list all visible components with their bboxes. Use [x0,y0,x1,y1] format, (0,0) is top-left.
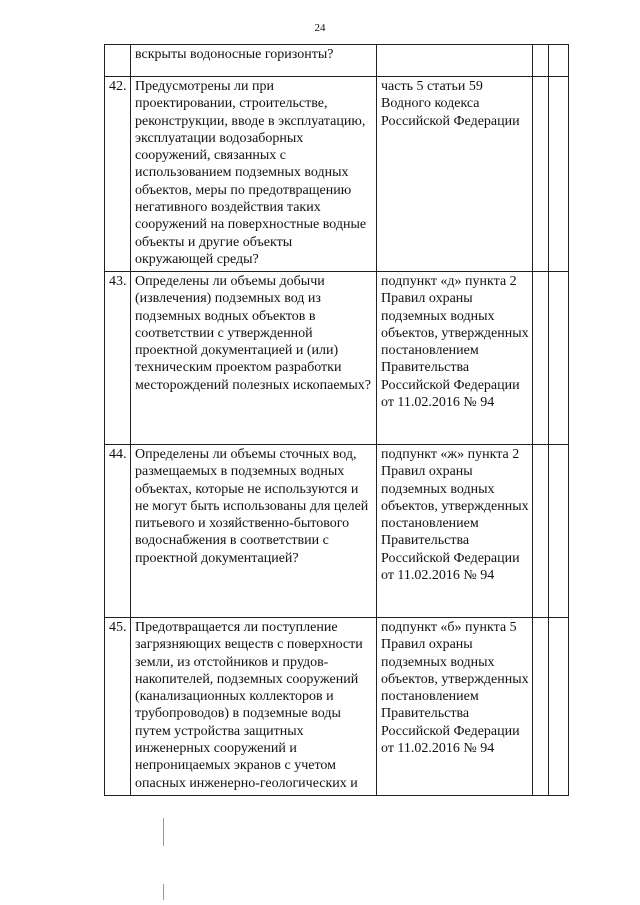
row-question: Определены ли объемы сточных вод, размещаемых в подземных водных объектах, которые не используются и не могут быть использованы для целей питьевого и хозяйственно-бытового водоснабжения в соответствии с проектной документацией? [131,445,377,618]
scan-artifact-line-lower [163,884,164,900]
page-number: 24 [314,22,326,34]
answer-cell-no [549,272,569,445]
table-row [105,77,569,272]
table-row [105,272,569,445]
row-number: 43. [105,272,131,445]
answer-cell-no [549,618,569,796]
row-reference [377,45,533,77]
table-row [105,45,569,77]
answer-cell-yes [533,445,549,618]
answer-cell-yes [533,272,549,445]
scan-artifact-line-upper [163,818,164,846]
answer-cell-yes [533,618,549,796]
row-reference: подпункт «д» пункта 2 Правил охраны подземных водных объектов, утвержденных постановлением Правительства Российской Федерации от 11.02.2016 № 94 [377,272,533,445]
checklist-table [104,44,569,796]
table-row [105,445,569,618]
row-number: 42. [105,77,131,272]
row-question: Определены ли объемы добычи (извлечения) подземных вод из подземных водных объектов в соответствии с утвержденной проектной документацией и (или) техническим проектом разработки месторождений полезных ископаемых? [131,272,377,445]
answer-cell-yes [533,77,549,272]
row-reference: подпункт «ж» пункта 2 Правил охраны подземных водных объектов, утвержденных постановлением Правительства Российской Федерации от 11.02.2016 № 94 [377,445,533,618]
row-question: Предусмотрены ли при проектировании, строительстве, реконструкции, вводе в эксплуатацию, эксплуатации водозаборных сооружений, связанных с использованием подземных водных объектов, меры по предотвращению негативного воздействия таких сооружений на поверхностные водные объекты и другие объекты окружающей среды? [131,77,377,272]
row-number: 45. [105,618,131,796]
row-reference: подпункт «б» пункта 5 Правил охраны подземных водных объектов, утвержденных постановлением Правительства Российской Федерации от 11.02.2016 № 94 [377,618,533,796]
row-question: Предотвращается ли поступление загрязняющих веществ с поверхности земли, из отстойников и прудов-накопителей, подземных сооружений (канализационных коллекторов и трубопроводов) в подземные воды путем устройства защитных инженерных сооружений и непроницаемых экранов с учетом опасных инженерно-геологических и [131,618,377,796]
answer-cell-no [549,77,569,272]
row-question: вскрыты водоносные горизонты? [131,45,377,77]
answer-cell-no [549,445,569,618]
answer-cell-no [549,45,569,77]
table-row [105,618,569,796]
row-number: 44. [105,445,131,618]
row-reference: часть 5 статьи 59 Водного кодекса Российской Федерации [377,77,533,272]
answer-cell-yes [533,45,549,77]
row-number [105,45,131,77]
